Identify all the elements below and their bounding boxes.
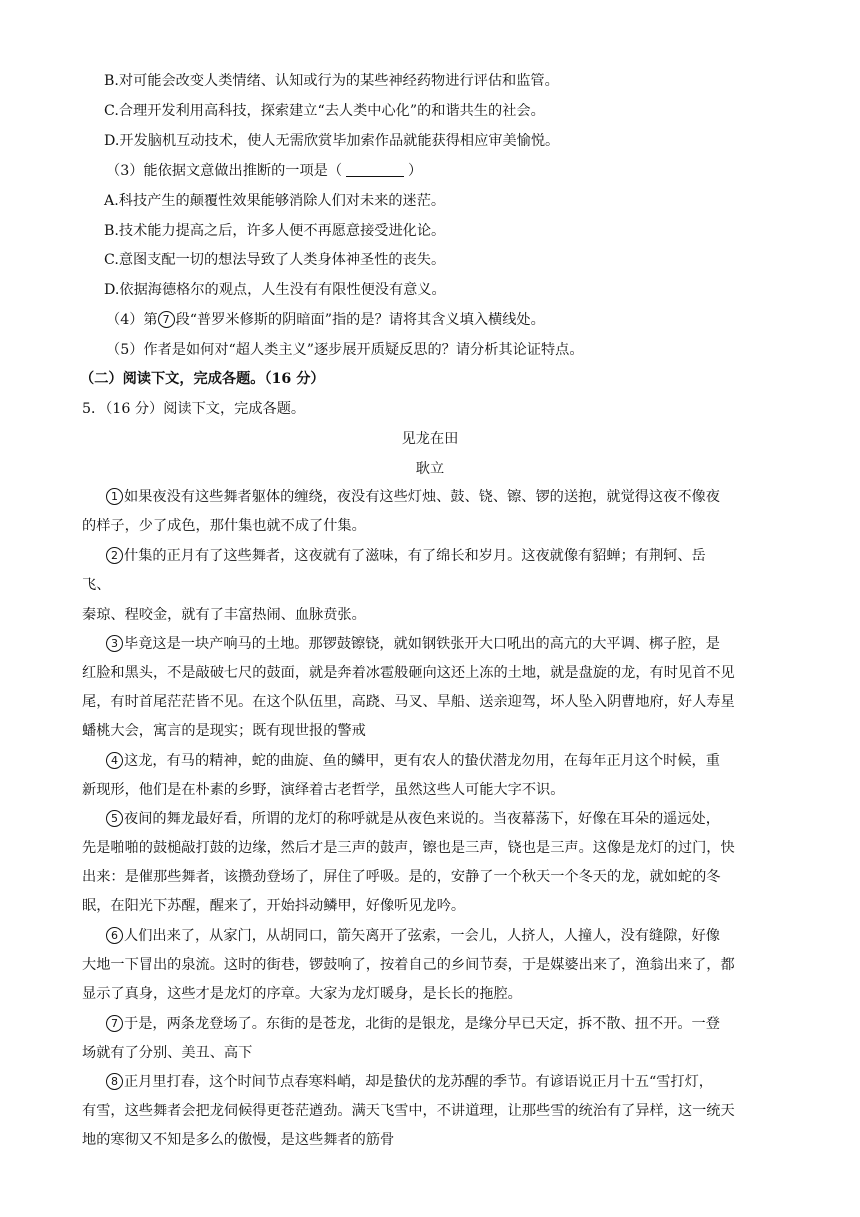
paragraph-text: 正月里打春，这个时间节点春寒料峭，却是蛰伏的龙苏醒的季节。有谚语说正月十五“雪打灯， (124, 1074, 713, 1090)
circled-number: 7 (158, 311, 175, 328)
paragraph-text: 这龙，有马的精神，蛇的曲旋、鱼的鳞甲，更有农人的蛰伏潜龙勿用，在每年正月这个时候，重 (124, 753, 720, 769)
paragraph-3-line-4: 蟠桃大会，寓言的是现实；既有现世报的警戒 (82, 723, 366, 739)
question-3-option-a: A.科技产生的颠覆性效果能够消除人们对未来的迷茫。 (104, 193, 446, 209)
circled-number: 7 (106, 1015, 123, 1032)
paragraph-text: 夜间的舞龙最好看，所谓的龙灯的称呼就是从夜色来说的。当夜幕荡下，好像在耳朵的遥远处， (124, 811, 720, 827)
paragraph-text: 如果夜没有这些舞者躯体的缠绕，夜没有这些灯烛、鼓、铙、镲、锣的送抱，就觉得这夜不像夜 (124, 489, 720, 505)
paragraph-5-line-2: 先是啪啪的鼓槌敲打鼓的边缘，然后才是三声的鼓声，镲也是三声，铙也是三声。这像是龙灯的过门，快 (82, 840, 735, 856)
paragraph-6-line-1 (106, 926, 720, 946)
question-3-option-b: B.技术能力提高之后，许多人便不再愿意接受进化论。 (104, 223, 446, 239)
paragraph-8-line-3: 地的寒彻又不知是多么的傲慢，是这些舞者的筋骨 (82, 1132, 395, 1148)
paragraph-4-line-1 (106, 751, 720, 771)
paragraph-3-line-3: 尾，有时首尾茫茫皆不见。在这个队伍里，高跷、马叉、旱船、送亲迎驾，坏人坠入阴曹地府，好人寿星 (82, 694, 735, 710)
paragraph-7-line-2: 场就有了分别、美丑、高下 (82, 1045, 253, 1061)
question-5: （5）作者是如何对“超人类主义”逐步展开质疑反思的？请分析其论证特点。 (106, 342, 584, 358)
q4-option-b: B.对可能会改变人类情绪、认知或行为的某些神经药物进行评估和监管。 (104, 73, 559, 89)
section-heading: （二）阅读下文，完成各题。（16 分） (80, 371, 325, 387)
circled-number: 1 (106, 488, 123, 505)
question-3-option-d: D.依据海德格尔的观点，人生没有有限性便没有意义。 (104, 282, 446, 298)
paragraph-text: 什集的正月有了这些舞者，这夜就有了滋味，有了绵长和岁月。这夜就像有貂蝉；有荆轲、岳 (124, 548, 706, 564)
question-3-option-c: C.意图支配一切的想法导致了人类身体神圣性的丧失。 (104, 252, 446, 268)
paragraph-text: 于是，两条龙登场了。东街的是苍龙，北街的是银龙，是缘分早已天定，拆不散、扭不开。一登 (124, 1016, 720, 1032)
paragraph-1-line-1 (106, 487, 720, 507)
question-3-suffix: ） (408, 163, 423, 179)
question-intro: 5．（16 分）阅读下文，完成各题。 (82, 401, 306, 417)
paragraph-8-line-1 (106, 1072, 713, 1092)
paragraph-1-line-2: 的样子，少了成色，那什集也就不成了什集。 (82, 518, 366, 534)
answer-blank[interactable] (346, 162, 404, 177)
paragraph-5-line-4: 眠，在阳光下苏醒，醒来了，开始抖动鳞甲，好像听见龙吟。 (82, 898, 466, 914)
q4-option-c: C.合理开发利用高科技，探索建立“去人类中心化”的和谐共生的社会。 (104, 103, 545, 119)
q4-option-d: D.开发脑机互动技术，使人无需欣赏毕加索作品就能获得相应审美愉悦。 (104, 133, 560, 149)
paragraph-2-line-1 (106, 546, 706, 566)
paragraph-text: 人们出来了，从家门，从胡同口，箭矢离开了弦索，一会儿，人挤人，人撞人，没有缝隙，好像 (124, 928, 720, 944)
paragraph-2-line-3: 秦琼、程咬金，就有了丰富热闹、血脉贲张。 (82, 607, 366, 623)
question-3-prefix: （3）能依据文意做出推断的一项是（ (106, 163, 343, 179)
paragraph-5-line-1 (106, 809, 720, 829)
paragraph-text: 毕竟这是一块产响马的土地。那锣鼓镲铙，就如钢铁张开大口吼出的高亢的大平调、梆子腔，是 (124, 636, 720, 652)
question-4-suffix: 段“普罗米修斯的阴暗面”指的是？请将其含义填入横线处。 (175, 312, 545, 328)
essay-author: 耿立 (415, 461, 445, 477)
question-3-stem (106, 161, 422, 181)
circled-number: 4 (106, 752, 123, 769)
paragraph-8-line-2: 有雪，这些舞者会把龙伺候得更苍茫遒劲。满天飞雪中，不讲道理，让那些雪的统治有了异样，这一统天 (82, 1103, 735, 1119)
essay-title: 见龙在田 (401, 431, 459, 447)
paragraph-3-line-2: 红脸和黑头，不是敲破七尺的鼓面，就是奔着冰雹般砸向这还上冻的土地，就是盘旋的龙，有时见首不见 (82, 665, 735, 681)
circled-number: 3 (106, 635, 123, 652)
circled-number: 8 (106, 1073, 123, 1090)
paragraph-4-line-2: 新现形，他们是在朴素的乡野，演绎着古老哲学，虽然这些人可能大字不识。 (82, 782, 565, 798)
paragraph-3-line-1 (106, 634, 720, 654)
circled-number: 2 (106, 547, 123, 564)
circled-number: 6 (106, 927, 123, 944)
paragraph-2-line-2: 飞、 (82, 577, 111, 593)
question-4-prefix: （4）第 (106, 312, 158, 328)
question-4 (106, 310, 545, 330)
circled-number: 5 (106, 810, 123, 827)
paragraph-6-line-2: 大地一下冒出的泉流。这时的街巷，锣鼓响了，按着自己的乡间节奏，于是媒婆出来了，渔翁出来了，都 (82, 957, 735, 973)
paragraph-7-line-1 (106, 1014, 720, 1034)
paragraph-6-line-3: 显示了真身，这些才是龙灯的序章。大家为龙灯暖身，是长长的拖腔。 (82, 986, 522, 1002)
paragraph-5-line-3: 出来：是催那些舞者，该攒劲登场了，屏住了呼吸。是的，安静了一个秋天一个冬天的龙，就如蛇的冬 (82, 869, 721, 885)
